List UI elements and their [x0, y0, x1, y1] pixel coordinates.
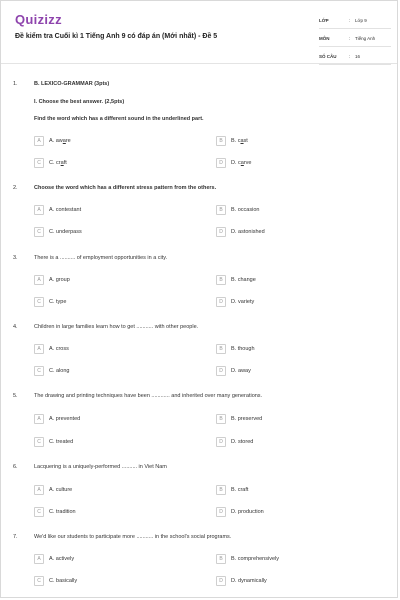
option-a[interactable]	[34, 485, 72, 495]
question-number: 5.	[13, 393, 18, 399]
option-text: D. carve	[231, 160, 252, 166]
question-text: Lacquering is a uniquely-performed .......... in Viet Nam	[34, 464, 167, 470]
question-text: Choose the word which has a different stress pattern from the others.	[34, 185, 217, 191]
option-text: A. prevented	[49, 416, 81, 422]
question-text: The drawing and printing techniques have been ............ and inherited over many generations.	[34, 393, 263, 399]
meta-colon: :	[349, 36, 351, 41]
option-text: B. though	[231, 346, 255, 352]
option-badge: B	[216, 344, 226, 354]
meta-value: Tiếng Anh	[355, 36, 376, 41]
option-badge: C	[34, 576, 44, 586]
option-badge: D	[216, 507, 226, 517]
option-text: D. stored	[231, 439, 254, 445]
question-text: We'd like our students to participate more ........... in the school's social programs.	[34, 534, 232, 540]
option-text: A. actively	[49, 556, 75, 562]
option-a[interactable]	[34, 554, 74, 564]
option-badge: C	[34, 297, 44, 307]
worksheet-meta	[319, 13, 391, 67]
option-badge: A	[34, 554, 44, 564]
option-d[interactable]	[216, 227, 265, 237]
question-heading: B. LEXICO-GRAMMAR (3pts)	[34, 81, 110, 87]
question-number: 6.	[13, 464, 18, 470]
option-badge: D	[216, 576, 226, 586]
option-badge: B	[216, 554, 226, 564]
option-badge: B	[216, 205, 226, 215]
question-text: Find the word which has a different sound in the underlined part.	[34, 116, 204, 122]
option-badge: C	[34, 366, 44, 376]
option-text: A. aware	[49, 138, 71, 144]
question-text: There is a .......... of employment opportunities in a city.	[34, 255, 168, 261]
question-number: 1.	[13, 81, 18, 87]
option-text: B. change	[231, 277, 256, 283]
option-d[interactable]	[216, 437, 253, 447]
worksheet-title: Đề kiểm tra Cuối kì 1 Tiếng Anh 9 có đáp án (Mới nhất) - Đề 5	[15, 33, 218, 40]
option-text: D. production	[231, 509, 264, 515]
option-c[interactable]	[34, 507, 76, 517]
option-d[interactable]	[216, 158, 251, 168]
option-text: C. type	[49, 299, 67, 305]
question-number: 7.	[13, 534, 18, 540]
option-d[interactable]	[216, 366, 251, 376]
option-text: A. contestant	[49, 207, 82, 213]
option-d[interactable]	[216, 297, 254, 307]
option-badge: D	[216, 366, 226, 376]
option-badge: A	[34, 414, 44, 424]
option-text: B. craft	[231, 487, 249, 493]
option-d[interactable]	[216, 507, 264, 517]
question-subheading: I. Choose the best answer. (2,5pts)	[34, 99, 125, 105]
question-number: 4.	[13, 324, 18, 330]
meta-colon: :	[349, 18, 351, 23]
option-text: C. tradition	[49, 509, 76, 515]
option-b[interactable]	[216, 485, 248, 495]
option-text: C. treated	[49, 439, 74, 445]
option-text: A. group	[49, 277, 70, 283]
question-number: 3.	[13, 255, 18, 261]
option-badge: D	[216, 227, 226, 237]
option-c[interactable]	[34, 297, 66, 307]
option-b[interactable]	[216, 554, 279, 564]
option-badge: B	[216, 485, 226, 495]
option-text: B. preserved	[231, 416, 263, 422]
worksheet-header	[1, 1, 397, 63]
option-badge: A	[34, 344, 44, 354]
meta-label: MÔN	[319, 36, 330, 41]
meta-value: Lớp 9	[355, 18, 367, 23]
option-badge: A	[34, 275, 44, 285]
option-text: D. astonished	[231, 229, 265, 235]
option-b[interactable]	[216, 136, 248, 146]
option-d[interactable]	[216, 576, 267, 586]
option-c[interactable]	[34, 366, 70, 376]
option-text: D. variety	[231, 299, 255, 305]
option-text: C. underpass	[49, 229, 82, 235]
option-badge: C	[34, 158, 44, 168]
quizizz-logo[interactable]: Quizizz	[15, 12, 62, 27]
option-a[interactable]	[34, 275, 70, 285]
option-badge: A	[34, 136, 44, 146]
question-number: 2.	[13, 185, 18, 191]
option-badge: D	[216, 437, 226, 447]
meta-row-class	[319, 13, 391, 29]
option-c[interactable]	[34, 227, 82, 237]
option-b[interactable]	[216, 205, 259, 215]
meta-row-subject	[319, 31, 391, 47]
option-b[interactable]	[216, 414, 262, 424]
meta-label: SỐ CÂU	[319, 54, 337, 59]
option-text: A. culture	[49, 487, 73, 493]
meta-colon: :	[349, 54, 351, 59]
option-badge: B	[216, 275, 226, 285]
option-badge: C	[34, 437, 44, 447]
option-badge: B	[216, 414, 226, 424]
question-text: Children in large families learn how to get ........... with other people.	[34, 324, 199, 330]
option-c[interactable]	[34, 158, 67, 168]
option-badge: B	[216, 136, 226, 146]
option-text: D. dynamically	[231, 578, 267, 584]
option-a[interactable]	[34, 136, 71, 146]
option-badge: A	[34, 485, 44, 495]
option-badge: A	[34, 205, 44, 215]
option-badge: C	[34, 507, 44, 517]
meta-row-count	[319, 49, 391, 65]
option-text: B. cast	[231, 138, 248, 144]
option-text: B. occasion	[231, 207, 260, 213]
meta-label: LỚP	[319, 18, 329, 23]
option-text: C. craft	[49, 160, 67, 166]
option-text: D. away	[231, 368, 251, 374]
option-c[interactable]	[34, 437, 73, 447]
option-badge: D	[216, 158, 226, 168]
option-text: C. along	[49, 368, 70, 374]
option-c[interactable]	[34, 576, 77, 586]
option-b[interactable]	[216, 275, 256, 285]
option-a[interactable]	[34, 205, 81, 215]
option-badge: C	[34, 227, 44, 237]
option-text: C. basically	[49, 578, 78, 584]
meta-value: 16	[355, 54, 361, 59]
option-text: A. cross	[49, 346, 69, 352]
option-a[interactable]	[34, 344, 69, 354]
option-b[interactable]	[216, 344, 255, 354]
option-text: B. comprehensively	[231, 556, 279, 562]
option-badge: D	[216, 297, 226, 307]
option-a[interactable]	[34, 414, 80, 424]
